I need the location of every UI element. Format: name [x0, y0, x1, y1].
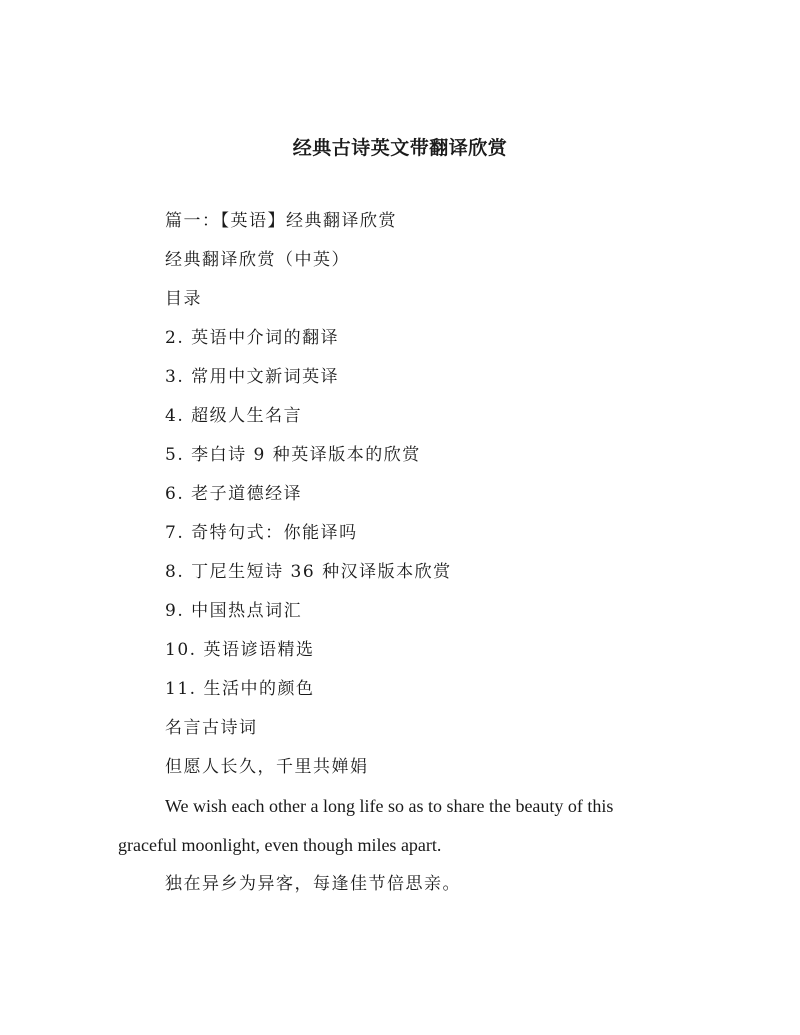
toc-item: 11. 生活中的颜色 [165, 679, 315, 699]
toc-item: 5. 李白诗 9 种英译版本的欣赏 [165, 445, 421, 465]
toc-item: 4. 超级人生名言 [165, 406, 303, 426]
document-title: 经典古诗英文带翻译欣赏 [292, 137, 508, 159]
section-heading: 名言古诗词 [165, 718, 258, 738]
translation-line-continued: graceful moonlight, even though miles apart. [118, 835, 442, 855]
toc-item: 7. 奇特句式：你能译吗 [165, 523, 358, 543]
translation-line: We wish each other a long life so as to share the beauty of this [165, 796, 614, 816]
toc-item: 6. 老子道德经译 [165, 484, 303, 504]
toc-item: 2. 英语中介词的翻译 [165, 328, 340, 348]
toc-item: 10. 英语谚语精选 [165, 640, 315, 660]
toc-heading: 目录 [165, 289, 202, 309]
document-body [118, 208, 718, 910]
poem-line: 但愿人长久，千里共婵娟 [165, 757, 369, 777]
toc-item: 3. 常用中文新词英译 [165, 367, 340, 387]
subtitle-line: 经典翻译欣赏（中英） [165, 250, 350, 270]
toc-item: 8. 丁尼生短诗 36 种汉译版本欣赏 [165, 562, 452, 582]
section-heading: 篇一：【英语】经典翻译欣赏 [165, 211, 397, 231]
toc-item: 9. 中国热点词汇 [165, 601, 303, 621]
poem-line: 独在异乡为异客，每逢佳节倍思亲。 [165, 874, 461, 894]
